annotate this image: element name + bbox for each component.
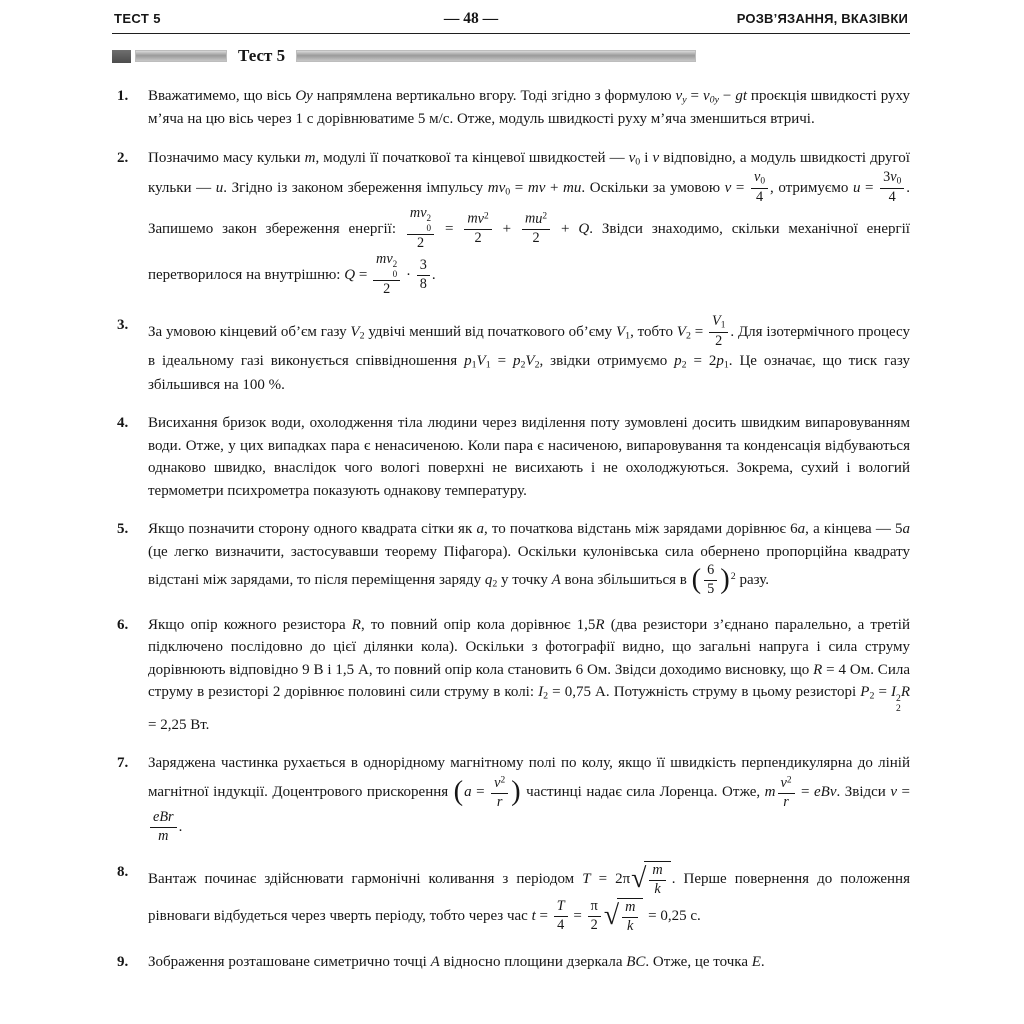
math-var: k [627, 918, 634, 935]
fraction-numerator [464, 211, 491, 230]
math-var: R [900, 684, 910, 701]
math-var: V [676, 323, 686, 340]
math-var: m [158, 828, 169, 845]
math-var: E [751, 954, 761, 971]
big-paren: ( [691, 564, 702, 596]
math-var: a [464, 784, 472, 801]
fraction [622, 900, 638, 935]
math-var: R [595, 616, 605, 633]
fraction-denominator [491, 794, 508, 811]
radical-sign-icon: √ [603, 900, 620, 932]
math-var: u [852, 179, 861, 196]
running-head [112, 6, 910, 34]
solution-item [112, 614, 910, 736]
math-var: R [351, 616, 361, 633]
math-var: V [711, 313, 721, 330]
math-var: v [780, 774, 787, 791]
math-var: v [675, 88, 683, 104]
math-sub-group [676, 88, 687, 104]
item-text: Якщо позначити сторону одного квадрата сітки як a, то початкова відстань між зарядами дорівнює 6a, а кінцева — 5a (це легко визначити, застосувавши теорему Піфагора). Оскільки кулонівська сила обернено пропорційна квадрату відстані між зарядами, то після переміщення заряду $q_2$ у точку A вона збільшиться в ( $\frac{6}{5}$ )$^2$ разу. [148, 521, 911, 597]
radicand [617, 898, 643, 935]
math-subscript: 1 [625, 330, 631, 342]
math-var: m [409, 204, 421, 221]
math-var: m [467, 210, 478, 227]
math-var: A [551, 571, 561, 588]
item-text: Якщо опір кожного резистора R, то повний опір кола дорівнює 1,5R (два резистори з’єднано паралельно, а третій підключено послідовно до цієї ділянки кола). Оскільки з фотографії видно, що загальні напруга і сила струму дорівнюють відповідно 9 В і 1,5 А, то повний опір кола становить 6 Ом. Звідси доходимо висновку, що R = 4 Ом. Сила струму в резисторі 2 дорівнює половині сили струму в колі: $I_2 = 0,75$ А. Потужність струму в цьому резисторі $P_2 = I$ 2 2 R = 2,25 Вт. [148, 616, 910, 733]
math-sub-group [513, 353, 525, 369]
math-var: m [652, 862, 663, 879]
item-text: Вважатимемо, що вісь Oy напрямлена вертикально вгору. Тоді згідно з формулою $v_y = v_{0y}$ − gt проєкція швидкості руху м’яча на цю вісь через 1 с дорівнюватиме 5 м/с. Отже, модуль швидкості руху м’яча зменшиться втричі. [148, 88, 910, 128]
math-var: T [556, 898, 565, 915]
math-superscript: 2 [786, 774, 792, 785]
fraction-numerator [373, 252, 400, 281]
math-sup-group [478, 211, 489, 227]
item-number: 5. [117, 521, 129, 538]
math-subscript: 2 [543, 690, 549, 702]
math-var: a [476, 521, 484, 538]
fraction [778, 775, 795, 811]
math-subscript: 2 [520, 359, 526, 371]
math-subsup-column [393, 260, 398, 279]
math-var: u [215, 179, 224, 196]
running-head-section-label: РОЗВ’ЯЗАННЯ, ВКАЗІВКИ [736, 11, 908, 26]
math-var: v [498, 179, 506, 196]
math-var: I [538, 684, 544, 701]
math-superscript: 2 [896, 692, 901, 704]
big-paren: ) [511, 776, 521, 808]
math-superscript: 2 [392, 259, 398, 270]
fraction [150, 810, 177, 845]
section-heading [112, 47, 910, 65]
big-paren: ) [720, 564, 730, 596]
page-number: — 48 — [443, 10, 499, 27]
fraction-denominator: 2 [474, 229, 482, 246]
fraction-numerator [522, 211, 550, 230]
fraction [751, 170, 768, 206]
math-sub-group [477, 353, 491, 369]
math-subscript: 2 [896, 702, 901, 714]
math-var: v [890, 784, 897, 801]
section-marker-square [112, 50, 131, 63]
math-var: p [512, 353, 521, 370]
math-subsup-group [420, 204, 432, 233]
item-text: Позначимо масу кульки m, модулі її початкової та кінцевої швидкостей — $v_0$ і v відповідно, а модуль швидкості другої кульки — u. Згідно із законом збереження імпульсу $mv_0$ = mv + mu. Оскільки за умовою v = $\frac{v_0}{4}$ , отримуємо u = $\frac{3v_0}{4}$ . Запишемо закон збереження енергії: mv 2 0 2 = $\frac{mv^2}{2}$ + $\frac{mu^2}{2}$ + Q. Звідси знаходимо, скільки механічної енергії перетворилося на внутрішню: Q = mv 2 0 2 · $\frac{3}{8}$ . [148, 149, 911, 298]
math-var: v [702, 88, 710, 104]
item-text: Заряджена частинка рухається в однорідному магнітному полі по колу, якщо її швидкість перпендикулярна до ліній магнітної індукції. Доцентрового прискорення (a = $\frac{v^2}{r}$ ) частинці надає сила Лоренца. Отже, m $\frac{v^2}{r}$ = eBv. Звідси v = $\frac{\text{eBr}}{m}$ . [148, 755, 910, 845]
fraction [588, 899, 601, 934]
math-var: v [477, 210, 484, 227]
fraction-numerator [491, 775, 508, 794]
math-sub-group [677, 324, 691, 340]
item-text: Вантаж починає здійснювати гармонічні коливання з періодом T = 2π √ $\frac{m}{k}$ . Перше повернення до положення рівноваги відбудеться через чверть періоду, тобто через час t = $\frac{T}{4}$ = $\frac{\pi}{2}$ √ $\frac{m}{k}$ = 0,25 с. [148, 862, 910, 935]
math-subscript: 2 [359, 330, 365, 342]
math-var: m [376, 251, 387, 268]
math-sub-group [464, 353, 476, 369]
math-subscript: 1 [471, 359, 477, 371]
solutions-list [112, 85, 910, 974]
math-var: m [625, 899, 636, 916]
math-var: v [753, 169, 761, 186]
fraction-denominator: 4 [888, 189, 896, 206]
section-title: Тест 5 [238, 46, 286, 65]
math-subscript: 0 [760, 176, 766, 187]
math-sub-group [485, 572, 497, 588]
math-sub-group [616, 324, 630, 340]
fraction [709, 314, 728, 350]
math-sub-group [629, 150, 641, 166]
math-var: q [484, 571, 493, 588]
fraction [417, 258, 430, 293]
item-text: Висихання бризок води, охолодження тіла людини через виділення поту зумовлені досить швидким випаровуванням води. Отже, у цих випадках пара є ненасиченою. Коли пара є насиченою, випаровування та конденсація відбуваються однаково швидко, внаслідок чого вологі поверхні не висихають і не охолоджуються. Зокрема, сухий і вологий термометри психрометра показують однакову температуру. [148, 415, 910, 499]
solution-item [112, 518, 910, 598]
running-head-test-label: ТЕСТ 5 [114, 11, 161, 26]
solution-item [112, 752, 910, 845]
fraction-numerator [150, 810, 177, 828]
fraction-denominator: 4 [557, 917, 565, 934]
math-superscript: 2 [426, 213, 432, 224]
fraction-denominator [649, 881, 665, 898]
fraction [522, 211, 550, 247]
fraction-numerator: 3 [417, 258, 430, 276]
math-subscript: y [682, 94, 687, 106]
solution-item [112, 951, 910, 974]
fraction-numerator [407, 206, 434, 235]
math-subscript: 0y [709, 94, 719, 106]
item-number: 1. [117, 88, 129, 104]
math-subscript: 2 [534, 359, 540, 371]
math-var: m [304, 149, 316, 166]
math-var: u [535, 210, 543, 227]
math-var: v [652, 149, 660, 166]
item-number: 7. [117, 755, 129, 772]
math-sub-group [350, 324, 364, 340]
fraction-denominator: 4 [755, 189, 764, 206]
math-var: Q [578, 220, 590, 237]
math-sub-group [716, 353, 728, 369]
math-subscript: 1 [723, 359, 729, 371]
fraction-numerator: $3v_0$ [880, 170, 904, 189]
math-sup-group [494, 775, 505, 791]
fraction-numerator [649, 863, 665, 881]
math-var: eBr [153, 809, 174, 826]
math-sub-group [712, 313, 725, 329]
fraction-numerator [554, 899, 568, 917]
math-subscript: 2 [685, 330, 691, 342]
math-sub-group [754, 169, 765, 185]
math-sub-group [674, 353, 686, 369]
math-var: p [716, 353, 724, 370]
fraction [880, 170, 904, 206]
item-number: 3. [117, 317, 129, 334]
fraction-denominator [622, 918, 638, 935]
math-sup-group [535, 211, 547, 227]
item-number: 4. [117, 415, 129, 432]
math-subscript: 1 [485, 359, 491, 371]
math-var: Oy [295, 88, 313, 104]
math-var: mu [563, 179, 582, 196]
math-superscript: 2 [730, 571, 736, 582]
math-var: v [724, 179, 732, 196]
math-var: T [582, 871, 591, 888]
math-subsup-group [891, 684, 901, 714]
math-var: r [783, 793, 789, 810]
math-superscript: 2 [500, 774, 506, 785]
math-sub-group [890, 169, 901, 185]
fraction-numerator [622, 900, 638, 918]
item-number: 2. [117, 149, 129, 166]
fraction-denominator: 2 [383, 281, 391, 298]
math-subscript: 2 [681, 359, 687, 371]
radical-sign-icon: √ [631, 863, 647, 895]
math-subscript: 0 [635, 156, 641, 168]
fraction [464, 211, 491, 247]
math-var: gt [735, 88, 747, 104]
fraction-denominator [778, 794, 795, 811]
math-var: p [674, 353, 682, 370]
fraction-numerator [751, 170, 768, 189]
math-sub-group [703, 88, 719, 104]
math-sub-group [499, 180, 511, 196]
item-text: За умовою кінцевий об’єм газу $V_2$ удвічі менший від початкового об’єму $V_1$, тобто $V_2$ = $\frac{V_1}{2}$ . Для ізотермічного процесу в ідеальному газі виконується співвідношення $p_1V_1 = p_2V_2$, звідки отримуємо $p_2 = 2p_1$. Це означає, що тиск газу збільшився на 100 %. [148, 313, 910, 393]
fraction [649, 863, 665, 898]
section-bar-left [135, 50, 227, 62]
math-sub-group [525, 353, 539, 369]
fraction [407, 206, 434, 252]
math-sup-group [731, 572, 736, 588]
square-root [631, 861, 671, 898]
fraction-denominator: 5 [707, 581, 715, 597]
solution-item [112, 85, 910, 131]
math-subscript: 0 [426, 222, 432, 233]
math-var: V [615, 323, 626, 340]
fraction-numerator [709, 314, 728, 333]
item-number: 8. [117, 864, 129, 881]
math-subsup-group [386, 251, 398, 279]
fraction-denominator: 2 [532, 229, 540, 246]
math-var: t [531, 908, 536, 925]
math-var: V [350, 323, 360, 340]
math-subscript: 2 [492, 578, 498, 590]
math-var: v [386, 251, 393, 268]
math-subscript: 0 [505, 185, 511, 197]
item-number: 6. [117, 616, 129, 633]
big-paren: ( [453, 776, 464, 808]
fraction-denominator [150, 828, 177, 845]
math-var: Q [344, 266, 356, 283]
fraction [373, 252, 400, 298]
math-var: P [860, 684, 870, 701]
fraction-numerator [778, 775, 795, 794]
fraction [491, 775, 508, 811]
math-var: k [654, 881, 661, 898]
math-var: V [525, 353, 535, 370]
math-var: mv [527, 179, 546, 196]
math-var: I [891, 684, 897, 701]
math-var: V [476, 353, 486, 370]
math-var: A [430, 954, 440, 971]
fraction-denominator: 2 [715, 333, 723, 350]
square-root [604, 898, 644, 935]
fraction-denominator: 8 [419, 275, 427, 292]
math-subscript: 1 [720, 320, 726, 331]
radicand [644, 861, 670, 898]
item-number: 9. [117, 954, 129, 971]
fraction-denominator: 2 [590, 917, 598, 934]
solution-item [112, 861, 910, 935]
math-var: BC [626, 954, 646, 971]
math-var: R [813, 661, 823, 678]
math-var: m [524, 210, 536, 227]
math-var: v [628, 149, 636, 166]
math-var: eBv [814, 784, 837, 801]
math-var: a [902, 521, 911, 538]
fraction-denominator: 2 [416, 235, 425, 252]
math-superscript: 2 [542, 211, 548, 222]
math-var: v [494, 774, 501, 791]
math-var: v [420, 204, 427, 221]
section-bar-right [296, 50, 696, 62]
solution-item [112, 412, 910, 502]
fraction-numerator: π [588, 899, 601, 917]
math-var: r [496, 793, 503, 810]
fraction [554, 899, 568, 934]
math-var: p [464, 353, 472, 370]
math-subsup-column [427, 214, 432, 233]
math-var: v [890, 169, 897, 186]
solution-item [112, 314, 910, 396]
math-subscript: 2 [869, 690, 875, 702]
solution-item [112, 147, 910, 299]
math-var: m [764, 784, 776, 801]
math-superscript: 2 [484, 211, 489, 222]
math-sup-group [781, 775, 792, 791]
fraction-numerator: 6 [704, 563, 717, 581]
math-var: m [487, 179, 499, 196]
math-var: a [797, 521, 806, 538]
math-subscript: 0 [392, 268, 398, 279]
math-sub-group [538, 684, 548, 700]
item-text: Зображення розташоване симетрично точці A відносно площини дзеркала BC. Отже, це точка E. [148, 954, 765, 971]
fraction [704, 563, 717, 598]
math-subscript: 0 [896, 176, 902, 187]
math-sub-group [860, 684, 874, 700]
